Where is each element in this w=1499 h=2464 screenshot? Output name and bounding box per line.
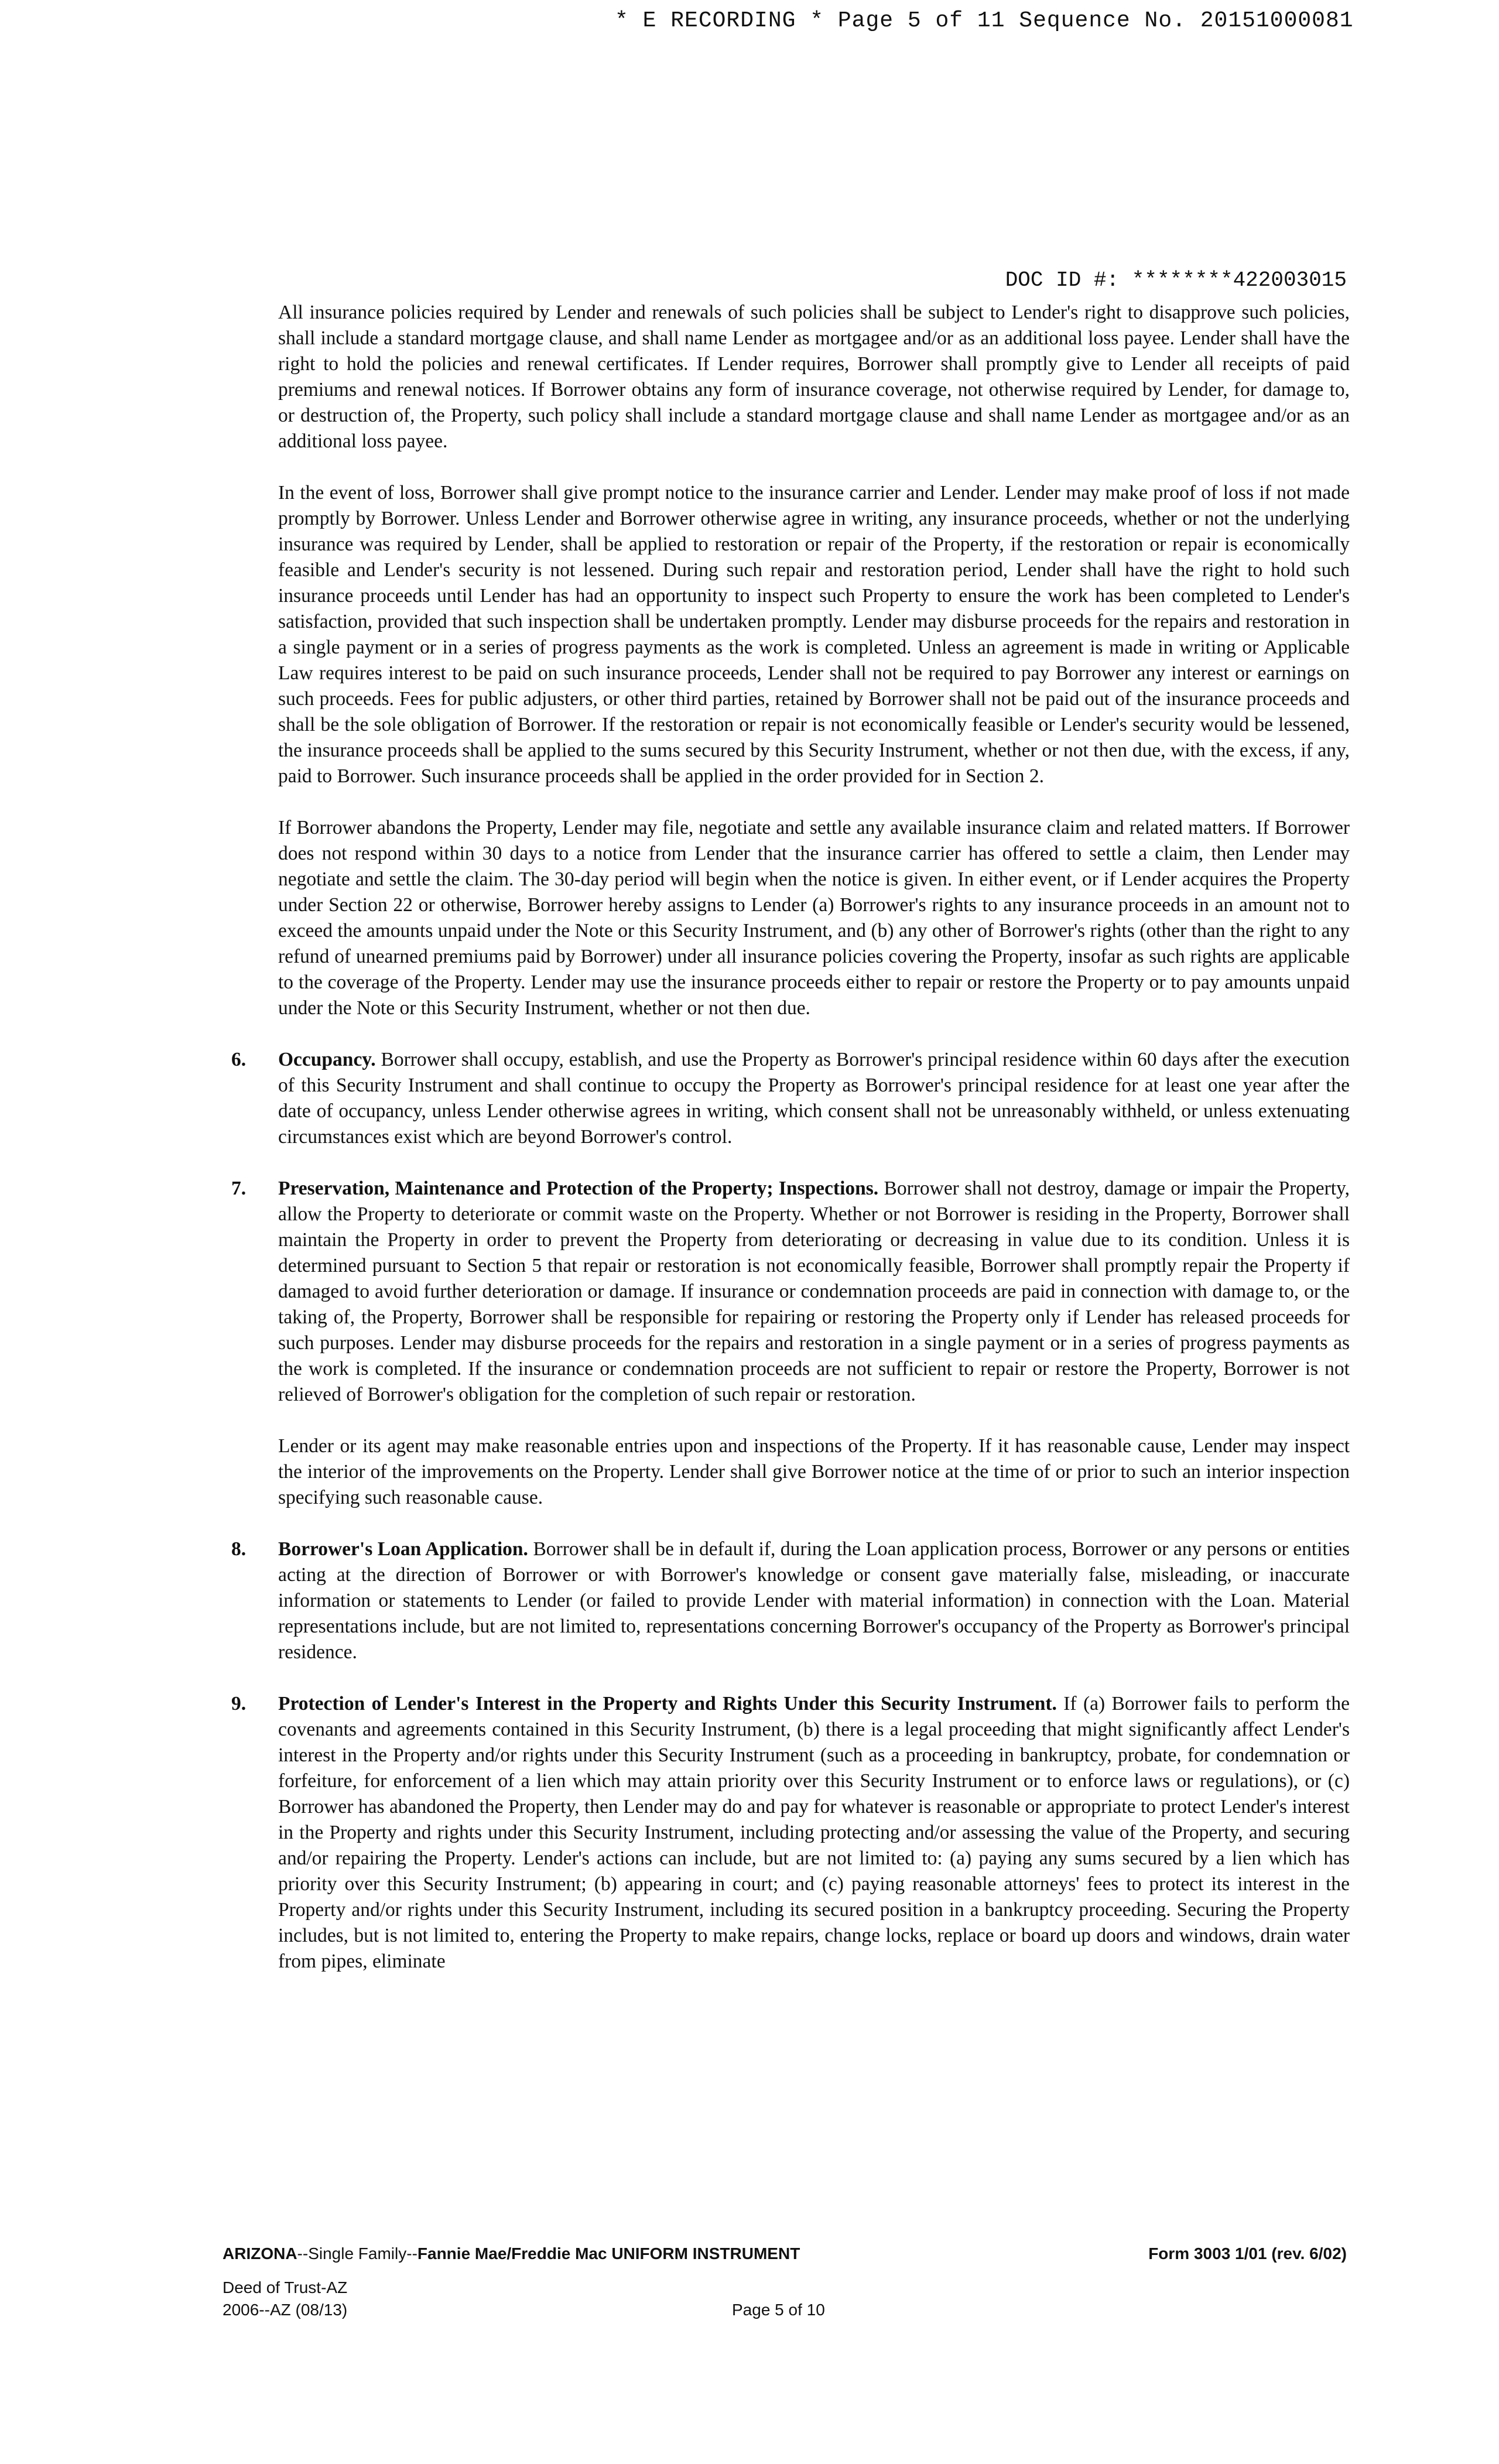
paragraph-abandonment: If Borrower abandons the Property, Lender may file, negotiate and settle any available insurance claim and related matters. If Borrower does not respond within 30 days to a notice from Lender that the insurance carrier has offered to settle a claim, then Lender may negotiate and settle the claim. The 30-day period will begin when the notice is given. In either event, or if Lender acquires the Property under Section 22 or otherwise, Borrower hereby assigns to Lender (a) Borrower's rights to any insurance proceeds in an amount not to exceed the amounts unpaid under the Note or this Security Instrument, and (b) any other of Borrower's rights (other than the right to any refund of unearned premiums paid by Borrower) under all insurance policies covering the Property, insofar as such rights are applicable to the coverage of the Property. Lender may use the insurance proceeds either to repair or restore the Property or to pay amounts unpaid under the Note or this Security Instrument, whether or not then due. [278, 817, 1350, 1019]
section-heading: Borrower's Loan Application. [278, 1538, 533, 1560]
section-8-loan-application [231, 1536, 1350, 1665]
section-text: If (a) Borrower fails to perform the covenants and agreements contained in this Security Instrument, (b) there is a legal proceeding that might significantly affect Lender's interest in the Property and/or rights under this Security Instrument (such as a proceeding in bankruptcy, probate, for condemnation or forfeiture, for enforcement of a lien which may attain priority over this Security Instrument or to enforce laws or regulations), or (c) Borrower has abandoned the Property, then Lender may do and pay for whatever is reasonable or appropriate to protect Lender's interest in the Property and rights under this Security Instrument, including protecting and/or assessing the value of the Property, and securing and/or repairing the Property. Lender's actions can include, but are not limited to: (a) paying any sums secured by a lien which has priority over this Security Instrument; (b) appearing in court; and (c) paying reasonable attorneys' fees to protect its interest in the Property and/or rights under this Security Instrument, including its secured position in a bankruptcy proceeding. Securing the Property includes, but is not limited to, entering the Property to make repairs, change locks, replace or board up doors and windows, drain water from pipes, eliminate [278, 1693, 1350, 1972]
section-number: 6. [231, 1049, 247, 1070]
page-footer [223, 2243, 1347, 2321]
section-number: 7. [231, 1178, 247, 1199]
footer-instrument [223, 2243, 800, 2265]
section-paragraph-inspections: Lender or its agent may make reasonable entries upon and inspections of the Property. If it has reasonable cause, Lender may inspect the interior of the improvements on the Property. Lender shall give Borrower notice at the time of or prior to such an interior inspection specifying such reasonable cause. [278, 1435, 1350, 1508]
section-heading: Occupancy. [278, 1049, 381, 1070]
footer-doc-type: Deed of Trust-AZ [223, 2278, 348, 2297]
section-heading: Preservation, Maintenance and Protection of the Property; Inspections. [278, 1178, 884, 1199]
section-6-occupancy [231, 1047, 1350, 1150]
document-body [231, 300, 1350, 2000]
section-number: 9. [231, 1693, 247, 1714]
footer-form-number: Form 3003 1/01 (rev. 6/02) [1148, 2244, 1347, 2263]
section-7-preservation [231, 1176, 1350, 1511]
paragraph-insurance-policies: All insurance policies required by Lender and renewals of such policies shall be subject to Lender's right to disapprove such policies, shall include a standard mortgage clause, and shall name Lender as mortgagee and/or as an additional loss payee. Lender shall have the right to hold the policies and renewal certificates. If Lender requires, Borrower shall promptly give to Lender all receipts of paid premiums and renewal notices. If Borrower obtains any form of insurance coverage, not otherwise required by Lender, for damage to, or destruction of, the Property, such policy shall include a standard mortgage clause and shall name Lender as mortgagee and/or as an additional loss payee. [278, 302, 1350, 452]
section-heading: Protection of Lender's Interest in the Property and Rights Under this Security Instrument. [278, 1693, 1064, 1714]
footer-page-number: Page 5 of 10 [732, 2301, 825, 2319]
footer-instrument-name: Fannie Mae/Freddie Mac UNIFORM INSTRUMENT [417, 2244, 800, 2263]
footer-instrument-row [223, 2243, 1347, 2265]
footer-doc-code: 2006--AZ (08/13) [223, 2301, 348, 2319]
recording-header: * E RECORDING * Page 5 of 11 Sequence No. 20151000081 [615, 8, 1354, 33]
footer-state: ARIZONA [223, 2244, 297, 2263]
section-text: Borrower shall be in default if, during the Loan application process, Borrower or any persons or entities acting at the direction of Borrower or with Borrower's knowledge or consent gave materially false, misleading, or inaccurate information or statements to Lender (or failed to provide Lender with material information) in connection with the Loan. Material representations include, but are not limited to, representations concerning Borrower's occupancy of the Property as Borrower's principal residence. [278, 1538, 1350, 1663]
footer-separator: --Single Family-- [297, 2244, 417, 2263]
footer-doc-row [223, 2277, 1347, 2321]
section-text: Borrower shall not destroy, damage or impair the Property, allow the Property to deteriorate or commit waste on the Property. Whether or not Borrower is residing in the Property, Borrower shall maintain the Property in order to prevent the Property from deteriorating or decreasing in value due to its condition. Unless it is determined pursuant to Section 5 that repair or restoration is not economically feasible, Borrower shall promptly repair the Property if damaged to avoid further deterioration or damage. If insurance or condemnation proceeds are paid in connection with damage to, or the taking of, the Property, Borrower shall be responsible for repairing or restoring the Property only if Lender has released proceeds for such purposes. Lender may disburse proceeds for the repairs and restoration in a single payment or in a series of progress payments as the work is completed. If the insurance or condemnation proceeds are not sufficient to repair or restore the Property, Borrower is not relieved of Borrower's obligation for the completion of such repair or restoration. [278, 1178, 1350, 1405]
doc-id: DOC ID #: ********422003015 [1005, 268, 1347, 292]
section-9-protection [231, 1691, 1350, 1974]
paragraph-event-of-loss: In the event of loss, Borrower shall give prompt notice to the insurance carrier and Lender. Lender may make proof of loss if not made promptly by Borrower. Unless Lender and Borrower otherwise agree in writing, any insurance proceeds, whether or not the underlying insurance was required by Lender, shall be applied to restoration or repair of the Property, if the restoration or repair is economically feasible and Lender's security is not lessened. During such repair and restoration period, Lender shall have the right to hold such insurance proceeds until Lender has had an opportunity to inspect such Property to ensure the work has been completed to Lender's satisfaction, provided that such inspection shall be undertaken promptly. Lender may disburse proceeds for the repairs and restoration in a single payment or in a series of progress payments as the work is completed. Unless an agreement is made in writing or Applicable Law requires interest to be paid on such insurance proceeds, Lender shall not be required to pay Borrower any interest or earnings on such proceeds. Fees for public adjusters, or other third parties, retained by Borrower shall not be paid out of the insurance proceeds and shall be the sole obligation of Borrower. If the restoration or repair is not economically feasible or Lender's security would be lessened, the insurance proceeds shall be applied to the sums secured by this Security Instrument, whether or not then due, with the excess, if any, paid to Borrower. Such insurance proceeds shall be applied in the order provided for in Section 2. [278, 482, 1350, 787]
section-number: 8. [231, 1538, 247, 1560]
section-text: Borrower shall occupy, establish, and use the Property as Borrower's principal residence within 60 days after the execution of this Security Instrument and shall continue to occupy the Property as Borrower's principal residence for at least one year after the date of occupancy, unless Lender otherwise agrees in writing, which consent shall not be unreasonably withheld, or unless extenuating circumstances exist which are beyond Borrower's control. [278, 1049, 1350, 1148]
